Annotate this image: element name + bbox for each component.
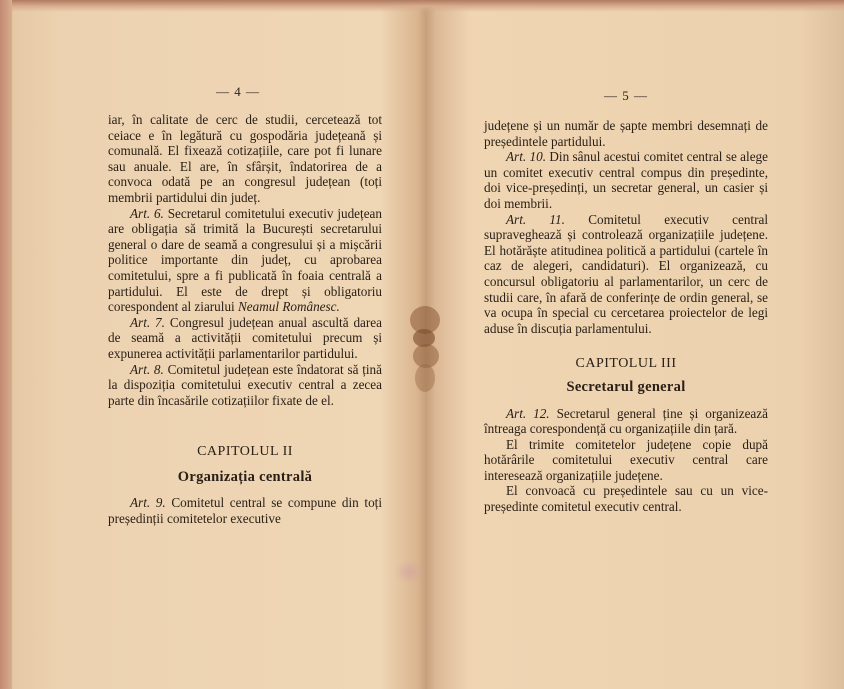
art7-text: Congresul județean anual ascultă darea de seamă a activității comitetului precum și expunerea activității parlamentarilor partidului. bbox=[108, 314, 382, 361]
chapter-iii-label: CAPITOLUL III bbox=[575, 356, 677, 372]
art12-paragraph bbox=[484, 406, 768, 437]
art9-paragraph bbox=[108, 495, 382, 526]
right-paragraph-3: El convoacă cu președintele sau cu un vice-președinte comitetul executiv central. bbox=[484, 483, 768, 515]
art11-paragraph bbox=[484, 212, 768, 337]
page-left-edge bbox=[0, 0, 12, 689]
chapter-ii-title: Organizația centrală bbox=[177, 468, 313, 485]
page-top-edge bbox=[0, 0, 844, 12]
right-page-column bbox=[484, 118, 768, 515]
page-number-right: — 5 — bbox=[604, 88, 648, 103]
art6-text: Secretarul comitetului executiv județean are obligația să trimită la București secretarului general o dare de seamă a congresului și a mișcării politice importante din județ, cu aprobarea comitetului, spre a fi publicată în foaia centrală a partidului. El este de drept și obligatoriu corespondent al ziarului bbox=[108, 205, 382, 315]
art6-label: Art. 6. bbox=[130, 205, 164, 221]
art12-label: Art. 12. bbox=[506, 405, 550, 421]
gutter-stain bbox=[404, 300, 446, 400]
art6-newspaper: Neamul Românesc. bbox=[238, 299, 340, 315]
art9-label: Art. 9. bbox=[130, 495, 166, 511]
left-page-column bbox=[108, 112, 382, 527]
art8-label: Art. 8. bbox=[130, 361, 164, 377]
chapter-iii-title: Secretarul general bbox=[566, 378, 686, 395]
art10-label: Art. 10. bbox=[506, 149, 546, 165]
art11-label: Art. 11. bbox=[506, 211, 565, 227]
art6-paragraph bbox=[108, 206, 382, 315]
pink-stain bbox=[394, 560, 424, 584]
art7-paragraph bbox=[108, 315, 382, 362]
art12-text: Secretarul general ține și organizează întreaga corespondență cu organizațiile din țară. bbox=[484, 405, 768, 437]
page-number-left: — 4 — bbox=[216, 84, 260, 99]
art9-text: Comitetul central se compune din toți președinții comitetelor executive bbox=[108, 495, 383, 527]
art11-text: Comitetul executiv central supraveghează și controlează organizațiile județene. El hotărăște atitudinea politică a partidului (cartele în caz de alegeri, candidaturi). El organizează, cu concursul obligatoriu al parlamentarilor, un cerc de studii care, în afară de conferințe de ordin general, se va ocupa în special cu cercetarea proiectelor de legi aduse în discuția parlamentului. bbox=[484, 211, 769, 336]
chapter-ii-label: CAPITOLUL II bbox=[197, 444, 293, 460]
art8-text: Comitetul județean este îndatorat să țină la dispoziția comitetului executiv central a zecea parte din încasările cotizațiilor fixate de el. bbox=[108, 361, 382, 408]
art7-label: Art. 7. bbox=[130, 314, 165, 330]
left-intro-paragraph: iar, în calitate de cerc de studii, cercetează tot ceiace e în legătură cu gospodăria județeană și comunală. El fixează cotizațiile, care pot fi lunare sau anuale. El are, în sfârșit, îndatorirea de a convoca odată pe an congresul județean (toți membrii partidului din județ. bbox=[108, 112, 382, 205]
art10-text: Din sânul acestui comitet central se alege un comitet executiv central compus din președinte, doi vice-președinți, un secretar general, un casier și doi membrii. bbox=[484, 149, 768, 211]
art8-paragraph bbox=[108, 362, 382, 409]
right-paragraph-2: El trimite comitetelor județene copie după hotărârile comitetului executiv central care interesează organizațiile județene. bbox=[484, 436, 768, 483]
art10-paragraph bbox=[484, 149, 768, 211]
right-intro-paragraph: județene și un număr de șapte membri desemnați de președintele partidului. bbox=[484, 118, 768, 149]
